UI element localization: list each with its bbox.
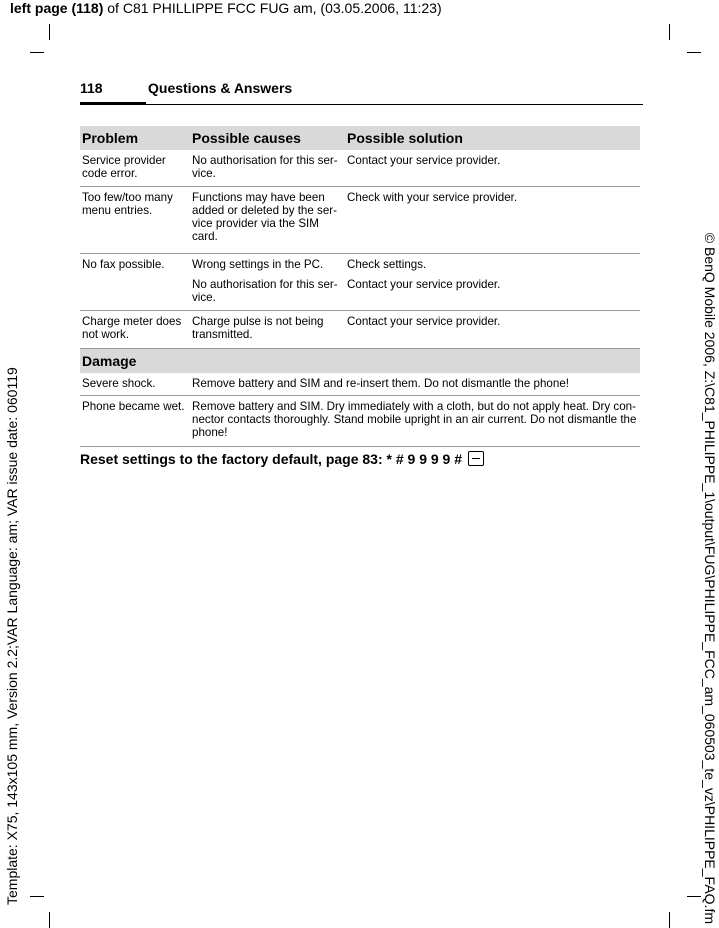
crop-mark <box>687 896 701 897</box>
reset-code: * # 9 9 9 9 # <box>386 451 463 467</box>
crop-mark <box>669 24 670 40</box>
header-problem: Problem <box>82 130 139 146</box>
problem-cell: No fax possible. <box>82 258 165 271</box>
solution-cell: Contact your service provider. <box>347 154 501 167</box>
problem-cell: Too few/too many menu entries. <box>82 191 173 217</box>
heading-rule-thick <box>80 102 146 105</box>
crop-mark <box>30 52 44 53</box>
solution-cell: Check with your service provider. <box>347 191 518 204</box>
problem-cell: Severe shock. <box>82 377 156 390</box>
table-row <box>80 396 640 447</box>
page-number: 118 <box>80 80 103 96</box>
crop-mark <box>669 912 670 928</box>
table-row <box>80 373 640 396</box>
table-row <box>80 311 640 349</box>
table-row <box>80 187 640 254</box>
template-info: Template: X75, 143x105 mm, Version 2.2;VAR Language: am; VAR issue date: 060119 <box>4 367 20 905</box>
header-causes: Possible causes <box>192 130 301 146</box>
section-row <box>80 349 640 373</box>
section-title: Damage <box>82 353 137 369</box>
table-row <box>80 150 640 187</box>
table-header-row <box>80 126 640 150</box>
document-header-info: of C81 PHILLIPPE FCC FUG am, (03.05.2006, 11:23) <box>103 0 442 16</box>
reset-text: Reset settings to the factory default, page 83: <box>80 451 387 467</box>
problem-cell: Phone became wet. <box>82 400 185 413</box>
cause-cell: Wrong settings in the PC. <box>192 258 324 271</box>
cause-cell: Functions may have been added or deleted by the ser-vice provider via the SIM card. <box>192 191 338 243</box>
cause-cell: No authorisation for this ser-vice. <box>192 278 338 304</box>
solution-cell: Contact your service provider. <box>347 315 501 328</box>
document-header-page: left page (118) <box>10 0 104 16</box>
crop-mark <box>687 52 701 53</box>
faq-table <box>80 126 640 447</box>
problem-cell: Service provider code error. <box>82 154 166 180</box>
cause-cell: Charge pulse is not being transmitted. <box>192 315 324 341</box>
table-row <box>80 254 640 311</box>
crop-mark <box>49 912 50 928</box>
problem-cell: Charge meter does not work. <box>82 315 182 341</box>
crop-mark <box>49 24 50 40</box>
cause-cell: No authorisation for this ser-vice. <box>192 154 338 180</box>
solution-cell: Remove battery and SIM and re-insert them. Do not dismantle the phone! <box>192 377 569 390</box>
solution-cell: Check settings. <box>347 258 427 271</box>
solution-cell: Remove battery and SIM. Dry immediately with a cloth, but do not apply heat. Dry con-nector contacts thoroughly. Stand mobile upright in an air current. Do not dismantle the phone! <box>192 400 637 439</box>
document-header <box>10 0 442 17</box>
left-softkey-icon <box>468 451 484 466</box>
reset-note <box>80 451 484 467</box>
crop-mark <box>30 896 44 897</box>
page-title: Questions & Answers <box>148 80 293 96</box>
heading-rule <box>146 104 643 105</box>
solution-cell: Contact your service provider. <box>347 278 501 291</box>
copyright-path: © BenQ Mobile 2006, Z:\C81_PHILIPPE_1\output\FUG\PHILIPPE_FCC_am_060503_te_vz\PHILIPPE_FAQ.fm <box>702 232 718 924</box>
header-solution: Possible solution <box>347 130 463 146</box>
